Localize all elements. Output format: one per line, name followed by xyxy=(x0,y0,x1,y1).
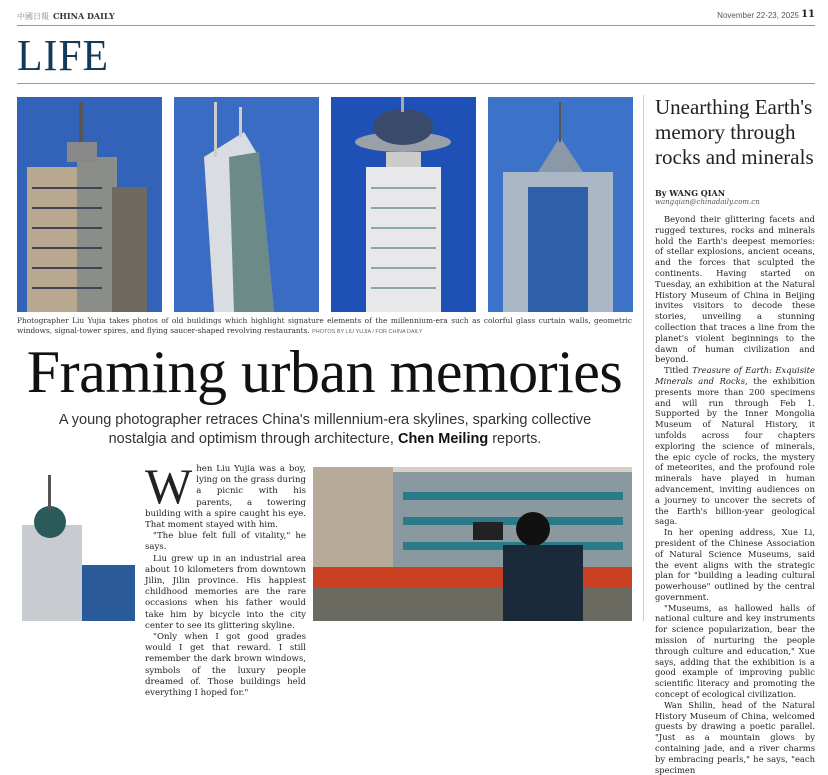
author-name: Chen Meiling xyxy=(397,431,489,447)
photo-caption: Photographer Liu Yujia takes photos of old buildings which highlight signature elements of the millennium-era such as colorful glass curtain walls, geometric windows, signal-tower spires, and flying saucer-shaped revolving restaurants. PHOTOS BY LIU YUJIA / FOR CHINA DAILY xyxy=(17,316,632,335)
photo-credit: PHOTOS BY LIU YUJIA / FOR CHINA DAILY xyxy=(312,329,423,335)
building-photo-2 xyxy=(174,97,319,312)
byline: By WANG QIAN xyxy=(655,188,726,198)
photographer-photo xyxy=(313,467,632,621)
author-email: wangqian@chinadaily.com.cn xyxy=(655,198,760,206)
page-number: 11 xyxy=(801,9,815,20)
paper-name: CHINA DAILY xyxy=(53,11,115,21)
tower-photo xyxy=(17,470,135,621)
sidebar-headline: Unearthing Earth's memory through rocks and minerals xyxy=(655,95,814,169)
building-photo-4 xyxy=(488,97,633,312)
section-title: LIFE xyxy=(17,31,110,80)
building-photo-3 xyxy=(331,97,476,312)
headline: Framing urban memories xyxy=(26,339,623,405)
sidebar-body: Beyond their glittering facets and rugged textures, rocks and minerals hold the Earth's deepest memories: of stellar explosions, ancient oceans, and the forces that sculpted the continents. Having started on Tuesday, an exhibition at the Natural History Museum of China in Beijing invites visitors to decode these stories, unveiling a stunning collection that traces a line from the planet's violent beginnings to the dawn of human civilization and beyond. Titled Treasure of Earth: Exquisite Minerals and Rocks, the exhibition presents more than 200 specimens and will run through Feb 1. Supported by the Inner Mongolia Museum of Natural History, it unfolds across four chapters exploring the science of minerals, the epic cycle of rocks, the mystery of meteorites, and the profound role minerals have played in human advancement, inviting audiences on a journey to uncover the secrets of the Earth's billion-year geological saga. In her opening address, Xue Li, president of the Chinese Association of Natural Science Museums, said the event aligns with the strategic plan for "building a leading cultural powerhouse" outlined by the central government. "Museums, as hallowed halls of national culture and key instruments for science popularization, bear the mission of nurturing the people through culture and education," Xue says, adding that the exhibition is a good example of improving public scientific literacy and promoting the concept of ecological civilization. Wan Shilin, head of the Natural History Museum of China, welcomed guests by drawing a poetic parallel. "Just as a mountain glows by containing jade, and a river charms by embracing pearls," he says, "each specimen xyxy=(655,214,815,775)
article-body: W hen Liu Yujia was a boy, lying on the grass during a picnic with his parents, a towering building with a spire caught his eye. That moment stayed with him. "The blue felt full of vitality," he says. Liu grew up in an industrial area about 10 kilometers from downtown Jilin, Jilin province. His happiest childhood memories are the rare occasions when his father would take him by bicycle into the city center to see its glittering skyline. "Only when I got good grades would I get that reward. I still remember the dark brown windows, symbols of the luxury people dreamed of. Those buildings held everything I hoped for." xyxy=(145,458,306,699)
drop-cap: W xyxy=(145,458,193,514)
subheadline: A young photographer retraces China's millennium-era skylines, sparking collective nostalgia and optimism through architecture, Chen Meiling reports. xyxy=(58,412,592,447)
sidebar-article xyxy=(655,95,815,775)
divider xyxy=(17,83,815,84)
column-divider xyxy=(643,95,644,621)
issue-date: November 22-23, 2025 xyxy=(717,11,799,20)
building-photo-1 xyxy=(17,97,162,312)
masthead-logo-cn: 中國日報 xyxy=(17,12,49,21)
masthead xyxy=(17,8,815,26)
